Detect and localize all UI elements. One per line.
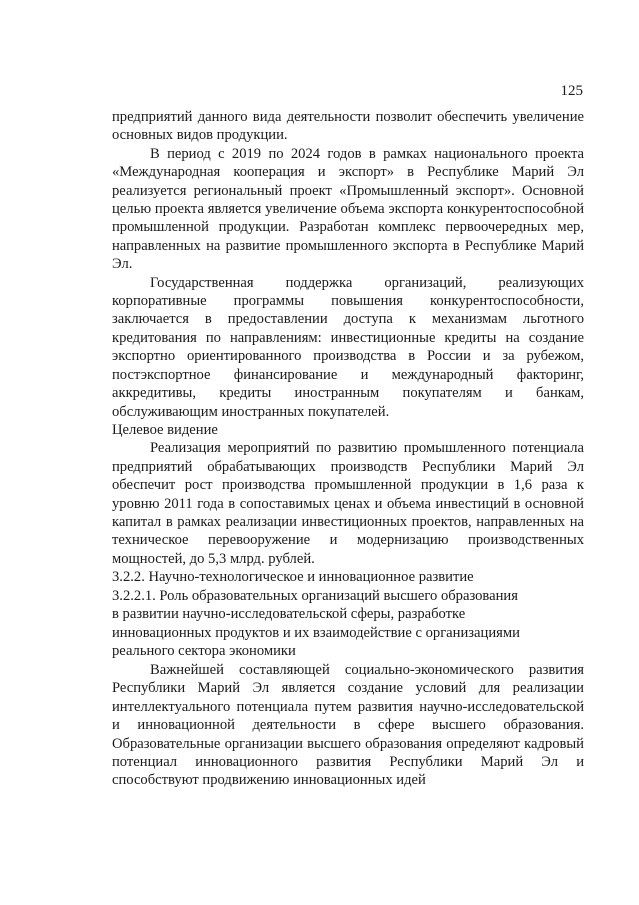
page-content xyxy=(112,108,584,790)
paragraph-state-support: Государственная поддержка организаций, реализующих корпоративные программы повышения конкурентоспособности, заключается в предоставлении доступа к механизмам льготного кредитования по направлениям: инвестиционные кредиты на создание экспортно ориентированного производства в России и за рубежом, постэкспортное финансирование и международный факторинг, аккредитивы, кредиты иностранным покупателям и банкам, обслуживающим иностранных покупателей. xyxy=(112,274,584,420)
subsection-line-1: 3.2.2.1. Роль образовательных организаций высшего образования xyxy=(112,587,518,604)
heading-section-3-2-2: 3.2.2. Научно-технологическое и инновационное развитие xyxy=(112,569,474,586)
paragraph-target-vision: Реализация мероприятий по развитию промышленного потенциала предприятий обрабатывающих производств Республики Марий Эл обеспечит рост производства промышленной продукции в 1,6 раза к уровню 2011 года в сопоставимых ценах и объема инвестиций в основной капитал в рамках реализации инвестиционных проектов, направленных на техническое перевооружение и модернизацию производственных мощностей, до 5,3 млрд. рублей. xyxy=(112,440,584,567)
paragraph-continuation: предприятий данного вида деятельности позволит обеспечить увеличение основных видов продукции. xyxy=(112,109,584,144)
subsection-line-4: реального сектора экономики xyxy=(112,643,296,660)
subsection-line-2: в развитии научно-исследовательской сферы, разработке xyxy=(112,606,466,623)
subsection-line-3: инновационных продуктов и их взаимодействие с организациями xyxy=(112,624,520,641)
heading-target-vision: Целевое видение xyxy=(112,421,218,438)
heading-subsection-3-2-2-1 xyxy=(112,587,584,661)
paragraph-export-project: В период с 2019 по 2024 годов в рамках национального проекта «Международная кооперация и экспорт» в Республике Марий Эл реализуется региональный проект «Промышленный экспорт». Основной целью проекта является увеличение объема экспорта конкурентоспособной промышленной продукции. Разработан комплекс первоочередных мер, направленных на развитие промышленного экспорта в Республике Марий Эл. xyxy=(112,145,584,273)
page-number: 125 xyxy=(560,83,583,99)
paragraph-higher-education: Важнейшей составляющей социально-экономического развития Республики Марий Эл является создание условий для реализации интеллектуального потенциала путем развития научно-исследовательской и инновационной деятельности в сфере высшего образования. Образовательные организации высшего образования определяют кадровый потенциал инновационного развития Республики Марий Эл и способствуют продвижению инновационных идей xyxy=(112,661,584,789)
